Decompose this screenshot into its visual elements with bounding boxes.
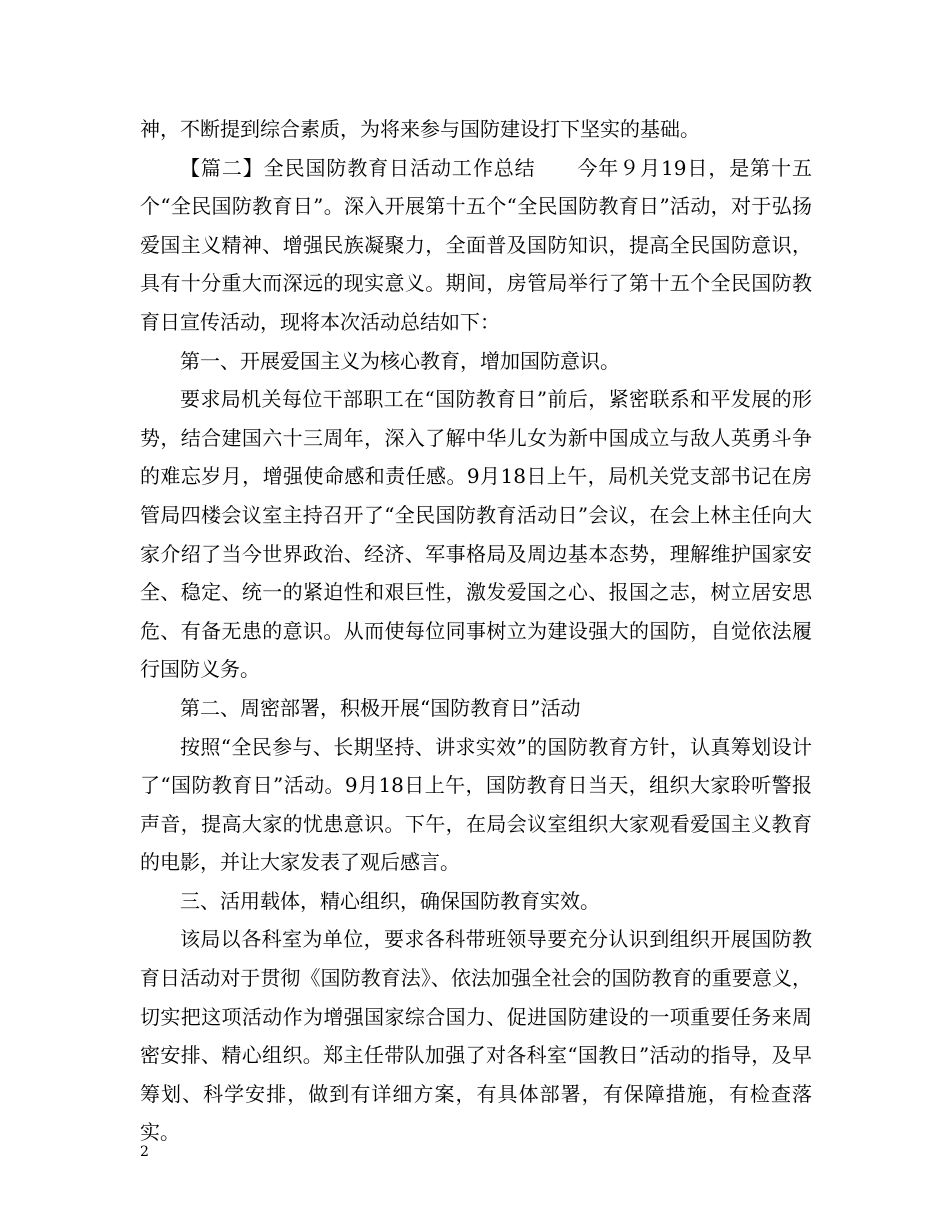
paragraph-section-two-intro: 【篇二】全民国防教育日活动工作总结 今年９月19日，是第十五个“全民国防教育日”。深入开展第十五个“全民国防教育日”活动，对于弘扬爱国主义精神、增强民族凝聚力，全面普及国防知识，提高全民国防意识，具有十分重大而深远的现实意义。期间，房管局举行了第十五个全民国防教育日宣传活动，现将本次活动总结如下： (140, 155, 812, 334)
paragraph-heading-third: 三、活用载体，精心组织，确保国防教育实效。 (180, 888, 600, 913)
paragraph-first-body: 要求局机关每位干部职工在“国防教育日”前后，紧密联系和平发展的形势，结合建国六十三周年，深入了解中华儿女为新中国成立与敌人英勇斗争的难忘岁月，增强使命感和责任感。9月18日上午，局机关党支部书记在房管局四楼会议室主持召开了“全民国防教育活动日”会议，在会上林主任向大家介绍了当今世界政治、经济、军事格局及周边基本态势，理解维护国家安全、稳定、统一的紧迫性和艰巨性，激发爱国之心、报国之志，树立居安思危、有备无患的意识。从而使每位同事树立为建设强大的国防，自觉依法履行国防义务。 (140, 387, 812, 682)
paragraph-second-body: 按照“全民参与、长期坚持、讲求实效”的国防教育方针，认真筹划设计了“国防教育日”活动。9月18日上午，国防教育日当天，组织大家聆听警报声音，提高大家的忧患意识。下午，在局会议室组织大家观看爱国主义教育的电影，并让大家发表了观后感言。 (140, 734, 812, 875)
paragraph-heading-first: 第一、开展爱国主义为核心教育，增加国防意识。 (180, 348, 620, 373)
paragraph-third-body: 该局以各科室为单位，要求各科带班领导要充分认识到组织开展国防教育日活动对于贯彻《国防教育法》、依法加强全社会的国防教育的重要意义，切实把这项活动作为增强国家综合国力、促进国防建设的一项重要任务来周密安排、精心组织。郑主任带队加强了对各科室“国教日”活动的指导，及早筹划、科学安排，做到有详细方案，有具体部署，有保障措施，有检查落实。 (140, 927, 812, 1145)
paragraph-heading-second: 第二、周密部署，积极开展“国防教育日”活动 (180, 695, 581, 720)
document-body (140, 110, 812, 1152)
paragraph-continuation: 神，不断提到综合素质，为将来参与国防建设打下坚实的基础。 (140, 117, 700, 141)
page-number: 2 (140, 1144, 149, 1160)
